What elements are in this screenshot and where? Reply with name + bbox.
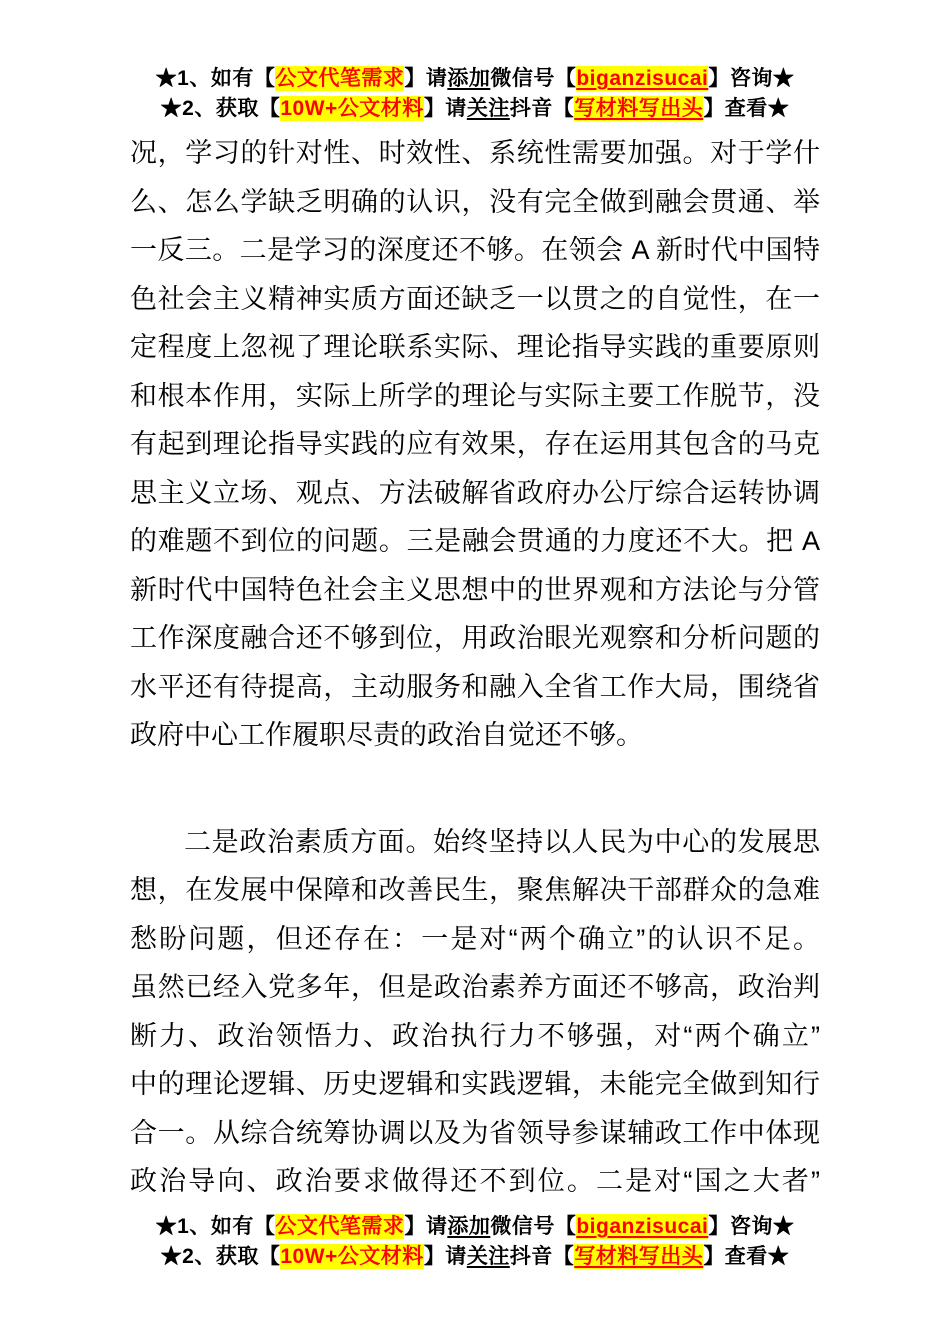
body-text-line: 的难题不到位的问题。三是融会贯通的力度还不大。把 A	[130, 526, 820, 556]
body-text-line: 中的理论逻辑、历史逻辑和实践逻辑，未能完全做到知行	[130, 1069, 820, 1099]
promo-run-highlight: 10W+公文材料	[280, 1245, 424, 1268]
promo-run-plain: 】查看★	[703, 1245, 790, 1268]
body-text-line: 思主义立场、观点、方法破解省政府办公厅综合运转协调	[130, 477, 820, 508]
promo-run-highlight: 公文代笔需求	[275, 67, 405, 90]
promo-run-plain: ★2、获取【	[160, 1245, 281, 1268]
body-text-line: 一反三。二是学习的深度还不够。在领会 A 新时代中国特	[130, 235, 820, 265]
promo-run-underline: 添加	[447, 1215, 491, 1238]
promo-run-highlight-underline: 写材料写出头	[574, 97, 704, 120]
promo-run-highlight: 10W+公文材料	[280, 97, 424, 120]
promo-run-plain: 】咨询★	[708, 67, 795, 90]
promo-line-1	[0, 1212, 950, 1242]
body-text-line: 水平还有待提高，主动服务和融入全省工作大局，围绕省	[130, 671, 820, 702]
promo-line-2	[0, 94, 950, 124]
body-text-line: 工作深度融合还不够到位，用政治眼光观察和分析问题的	[130, 623, 820, 653]
body-text-line: 有起到理论指导实践的应有效果，存在运用其包含的马克	[130, 429, 820, 459]
promo-run-plain: 抖音【	[509, 1245, 575, 1268]
body-text-line: 想，在发展中保障和改善民生，聚焦解决干部群众的急难	[130, 875, 820, 905]
promo-run-plain: 】请	[404, 67, 448, 90]
promo-run-highlight-underline: 写材料写出头	[574, 1245, 704, 1268]
promo-run-plain: 】请	[423, 1245, 467, 1268]
body-text-line: 虽然已经入党多年，但是政治素养方面还不够高，政治判	[130, 972, 820, 1002]
promo-run-plain: 微信号【	[490, 67, 577, 90]
body-text-line: 和根本作用，实际上所学的理论与实际主要工作脱节，没	[130, 380, 820, 411]
promo-run-underline: 关注	[466, 97, 510, 120]
promo-run-highlight-underline: biganzisucai	[576, 67, 709, 90]
body-text-line: 新时代中国特色社会主义思想中的世界观和方法论与分管	[130, 574, 820, 605]
body-text-line: 况，学习的针对性、时效性、系统性需要加强。对于学什	[130, 138, 820, 168]
promo-run-plain: 】咨询★	[708, 1215, 795, 1238]
promo-run-highlight-underline: biganzisucai	[576, 1215, 709, 1238]
body-text-line: 政治导向、政治要求做得还不到位。二是对“国之大者”	[130, 1166, 820, 1196]
promo-run-plain: ★1、如有【	[155, 67, 276, 90]
body-text-line: 合一。从综合统筹协调以及为省领导参谋辅政工作中体现	[130, 1117, 820, 1148]
paragraph-1	[130, 129, 820, 760]
promo-run-plain: 抖音【	[509, 97, 575, 120]
body-text-line: 定程度上忽视了理论联系实际、理论指导实践的重要原则	[130, 332, 820, 362]
paragraph-2	[130, 818, 820, 1206]
body-text-line: 二是政治素质方面。始终坚持以人民为中心的发展思	[184, 826, 820, 857]
body-text-line: 么、怎么学缺乏明确的认识，没有完全做到融会贯通、举	[130, 186, 820, 217]
promo-run-plain: ★1、如有【	[155, 1215, 276, 1238]
document-body	[130, 129, 820, 1206]
footer-promo	[0, 1212, 950, 1272]
body-text-line: 断力、政治领悟力、政治执行力不够强，对“两个确立”	[130, 1020, 820, 1051]
promo-run-plain: 】请	[404, 1215, 448, 1238]
header-promo	[0, 64, 950, 124]
promo-run-plain: 】请	[423, 97, 467, 120]
promo-run-plain: 微信号【	[490, 1215, 577, 1238]
promo-run-plain: ★2、获取【	[160, 97, 281, 120]
promo-run-plain: 】查看★	[703, 97, 790, 120]
promo-run-underline: 添加	[447, 67, 491, 90]
promo-line-2	[0, 1242, 950, 1272]
promo-line-1	[0, 64, 950, 94]
body-text-line: 政府中心工作履职尽责的政治自觉还不够。	[130, 720, 643, 750]
body-text-line: 色社会主义精神实质方面还缺乏一以贯之的自觉性，在一	[130, 283, 820, 314]
promo-run-underline: 关注	[466, 1245, 510, 1268]
promo-run-highlight: 公文代笔需求	[275, 1215, 405, 1238]
body-text-line: 愁盼问题，但还存在：一是对“两个确立”的认识不足。	[130, 923, 820, 954]
